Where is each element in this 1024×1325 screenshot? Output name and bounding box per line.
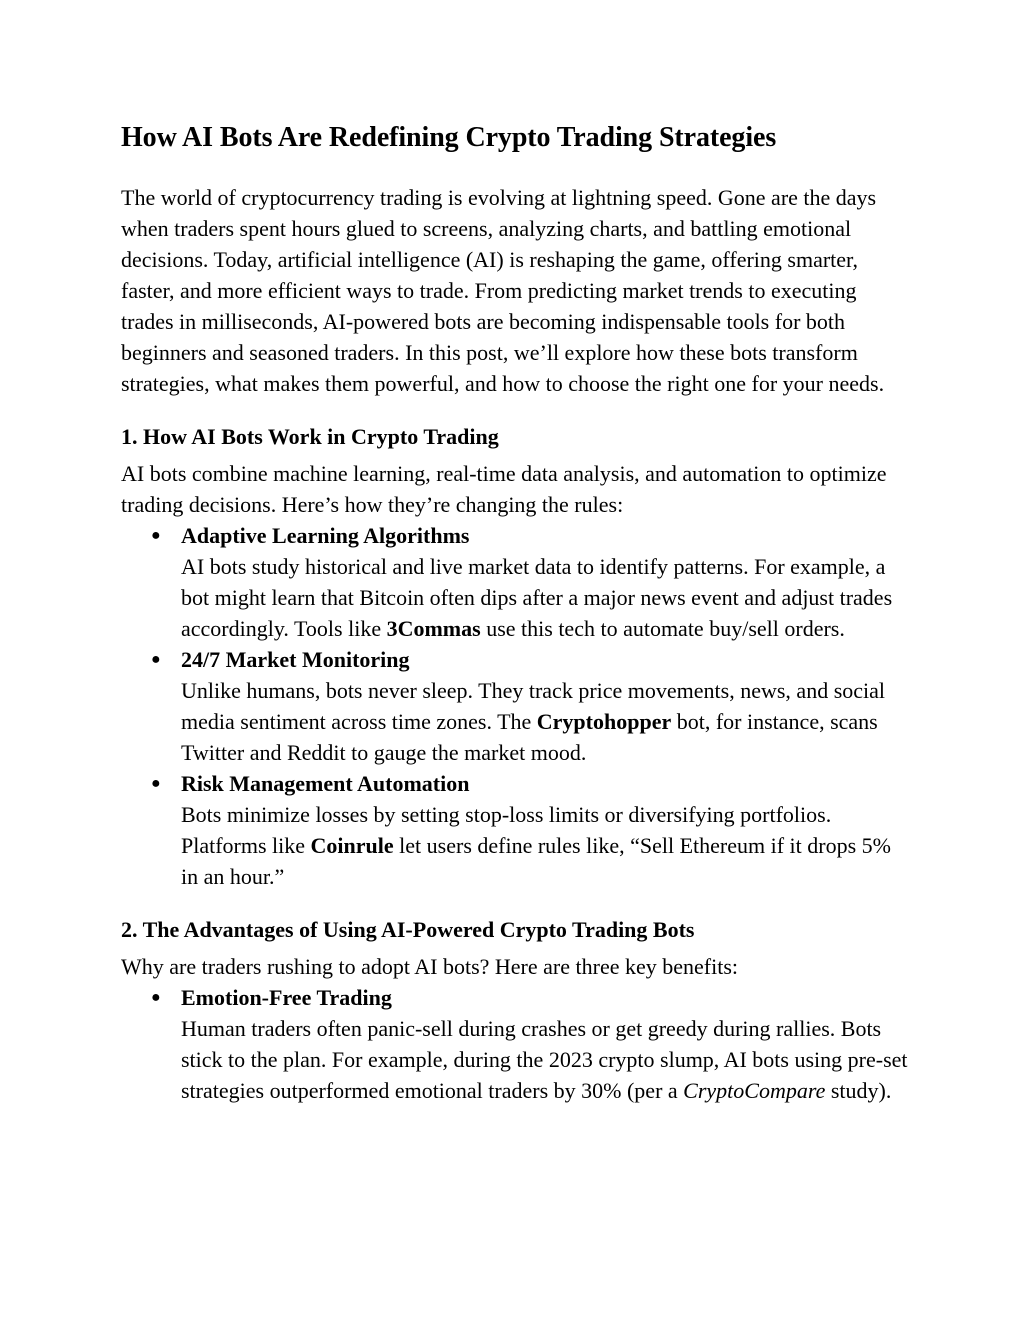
list-item-text: Bots minimize losses by setting stop-loss limits or diversifying portfolios. Platforms like (181, 802, 832, 858)
product-name: 3Commas (386, 616, 481, 641)
list-item-text: study). (825, 1078, 892, 1103)
list-item-text: Human traders often panic-sell during crashes or get greedy during rallies. Bots stick to the plan. For example, during the 2023 crypto slump, AI bots using pre-set strategies outperformed emotional traders by 30% (per a (181, 1016, 908, 1103)
list-item-body (181, 675, 911, 768)
document-page (121, 120, 911, 1106)
list-item-title: Adaptive Learning Algorithms (181, 523, 470, 548)
section-1-heading: 1. How AI Bots Work in Crypto Trading (121, 424, 499, 449)
product-name: Cryptohopper (536, 709, 672, 734)
list-item-title: 24/7 Market Monitoring (181, 647, 410, 672)
intro-paragraph: The world of cryptocurrency trading is evolving at lightning speed. Gone are the days when traders spent hours glued to screens, analyzing charts, and battling emotional decisions. Today, artificial intelligence (AI) is reshaping the game, offering smarter, faster, and more efficient ways to trade. From predicting market trends to executing trades in milliseconds, AI-powered bots are becoming indispensable tools for both beginners and seasoned traders. In this post, we’ll explore how these bots transform strategies, what makes them powerful, and how to choose the right one for your needs. (121, 185, 885, 396)
list-item (121, 644, 911, 768)
list-item-text: AI bots study historical and live market data to identify patterns. For example, a bot might learn that Bitcoin often dips after a major news event and adjust trades accordingly. Tools like (181, 554, 893, 641)
list-item (121, 520, 911, 644)
list-item-text: bot, for instance, scans Twitter and Reddit to gauge the market mood. (181, 709, 878, 765)
bullet-icon: ● (151, 651, 161, 668)
bullet-icon: ● (151, 775, 161, 792)
list-item-body (181, 1013, 911, 1106)
source-name: CryptoCompare (683, 1078, 826, 1103)
list-item (121, 768, 911, 892)
list-item-text: use this tech to automate buy/sell orders. (480, 616, 845, 641)
list-item-text: let users define rules like, “Sell Ethereum if it drops 5% in an hour.” (181, 833, 891, 889)
list-item-body (181, 799, 911, 892)
bullet-icon: ● (151, 989, 161, 1006)
section-1-lead: AI bots combine machine learning, real-time data analysis, and automation to optimize trading decisions. Here’s how they’re changing the rules: (121, 461, 887, 517)
product-name: Coinrule (310, 833, 394, 858)
section-spacer (121, 892, 911, 914)
section-2-lead: Why are traders rushing to adopt AI bots? Here are three key benefits: (121, 954, 738, 979)
section-1-list (121, 520, 911, 892)
section-2-list (121, 982, 911, 1106)
bullet-icon: ● (151, 527, 161, 544)
list-item (121, 982, 911, 1106)
page-title: How AI Bots Are Redefining Crypto Trading Strategies (121, 122, 777, 153)
section-2-heading: 2. The Advantages of Using AI-Powered Crypto Trading Bots (121, 917, 695, 942)
list-item-title: Emotion-Free Trading (181, 985, 392, 1010)
list-item-text: Unlike humans, bots never sleep. They track price movements, news, and social media sentiment across time zones. The (181, 678, 886, 734)
list-item-body (181, 551, 911, 644)
list-item-title: Risk Management Automation (181, 771, 470, 796)
